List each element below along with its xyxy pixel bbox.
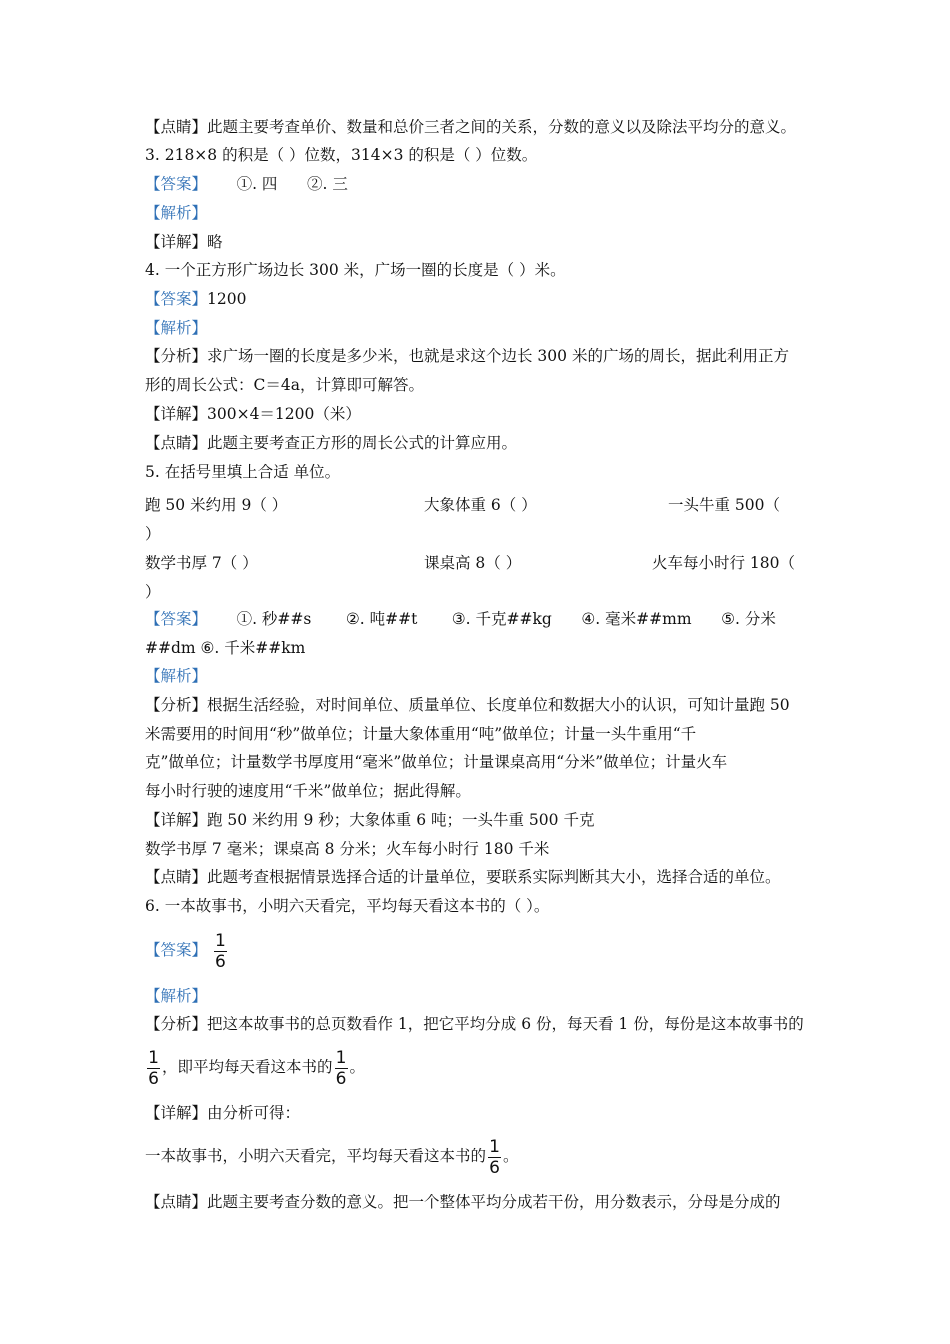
fill-item-close: ） xyxy=(145,583,161,601)
fill-item: 跑 50 米约用 9（ ） xyxy=(145,496,288,514)
text-line: 【点睛】此题主要考查正方形的周长公式的计算应用。 xyxy=(145,434,518,452)
answer-text: ##dm ⑥. 千米##km xyxy=(145,639,306,657)
text-segment: 。 xyxy=(503,1147,519,1165)
fraction xyxy=(488,1137,501,1178)
analysis-label: 【解析】 xyxy=(145,204,208,222)
fraction-denominator: 6 xyxy=(148,1068,159,1089)
text-segment: 。 xyxy=(349,1058,366,1076)
answer-label: 【答案】 xyxy=(145,175,208,193)
fraction-numerator: 1 xyxy=(215,930,226,951)
text-line: 每小时行驶的速度用“千米”做单位；据此得解。 xyxy=(145,782,471,800)
answer-line xyxy=(145,289,246,309)
text-line: 【详解】由分析可得： xyxy=(145,1104,301,1122)
text-line xyxy=(145,1136,519,1178)
text-line: 【分析】根据生活经验，对时间单位、质量单位、长度单位和数据大小的认识，可知计量跑 50 xyxy=(145,696,790,714)
fill-item-close: ） xyxy=(145,525,161,543)
question-3: 3. 218×8 的积是（ ）位数，314×3 的积是（ ）位数。 xyxy=(145,146,538,164)
analysis-label: 【解析】 xyxy=(145,319,208,337)
fill-item: 课桌高 8（ ） xyxy=(424,554,522,572)
detail-line: 【详解】略 xyxy=(145,233,223,251)
text-segment: ，即平均每天看这本书的 xyxy=(162,1058,333,1076)
fraction xyxy=(147,1048,160,1089)
text-line: 【分析】求广场一圈的长度是多少米，也就是求这个边长 300 米的广场的周长，据此利用正方 xyxy=(145,347,789,365)
text-segment: 一本故事书，小明六天看完，平均每天看这本书的 xyxy=(145,1147,487,1165)
question-5: 5. 在括号里填上合适 单位。 xyxy=(145,463,341,481)
text-line: 【点睛】此题主要考查单价、数量和总价三者之间的关系，分数的意义以及除法平均分的意义。 xyxy=(145,118,797,136)
question-4: 4. 一个正方形广场边长 300 米，广场一圈的长度是（ ）米。 xyxy=(145,261,566,279)
fraction-denominator: 6 xyxy=(489,1157,500,1178)
analysis-label: 【解析】 xyxy=(145,667,208,685)
fraction-numerator: 1 xyxy=(335,1047,347,1068)
answer-label: 【答案】 xyxy=(145,290,208,308)
text-line: 【详解】300×4＝1200（米） xyxy=(145,405,361,423)
text-line: 【点睛】此题考查根据情景选择合适的计量单位，要联系实际判断其大小，选择合适的单位。 xyxy=(145,868,781,886)
answer-line xyxy=(145,609,776,629)
fraction-denominator: 6 xyxy=(335,1068,347,1089)
text-line: 米需要用的时间用“秒”做单位；计量大象体重用“吨”做单位；计量一头牛重用“千 xyxy=(145,725,697,743)
fraction-numerator: 1 xyxy=(148,1047,159,1068)
answer-text: ①. 秒##s ②. 吨##t ③. 千克##kg ④. 毫米##mm ⑤. 分米 xyxy=(207,610,776,628)
analysis-label: 【解析】 xyxy=(145,987,208,1005)
fraction xyxy=(214,931,227,972)
text-line: 【分析】把这本故事书的总页数看作 1，把它平均分成 6 份，每天看 1 份，每份是这本故事书的 xyxy=(145,1015,804,1033)
answer-line xyxy=(145,930,229,972)
answer-text: ①. 四 ②. 三 xyxy=(207,175,348,193)
fraction-denominator: 6 xyxy=(215,951,226,972)
text-line: 形的周长公式：C＝4a，计算即可解答。 xyxy=(145,376,424,394)
answer-label: 【答案】 xyxy=(145,610,208,628)
fill-item: 火车每小时行 180（ xyxy=(652,554,796,572)
answer-line xyxy=(145,174,348,194)
fill-item: 数学书厚 7（ ） xyxy=(145,554,258,572)
text-line: 【详解】跑 50 米约用 9 秒；大象体重 6 吨；一头牛重 500 千克 xyxy=(145,811,595,829)
text-line xyxy=(145,1047,365,1089)
fill-item: 大象体重 6（ ） xyxy=(424,496,537,514)
fraction xyxy=(335,1048,348,1089)
fraction-numerator: 1 xyxy=(489,1136,500,1157)
fill-item: 一头牛重 500（ xyxy=(668,496,781,514)
text-line: 【点睛】此题主要考查分数的意义。把一个整体平均分成若干份，用分数表示，分母是分成的 xyxy=(145,1193,781,1211)
answer-label: 【答案】 xyxy=(145,941,208,959)
text-line: 克”做单位；计量数学书厚度用“毫米”做单位；计量课桌高用“分米”做单位；计量火车 xyxy=(145,753,728,771)
answer-text: 1200 xyxy=(207,290,247,308)
question-6: 6. 一本故事书，小明六天看完，平均每天看这本书的（ ）。 xyxy=(145,897,550,915)
text-line: 数学书厚 7 毫米；课桌高 8 分米；火车每小时行 180 千米 xyxy=(145,840,550,858)
